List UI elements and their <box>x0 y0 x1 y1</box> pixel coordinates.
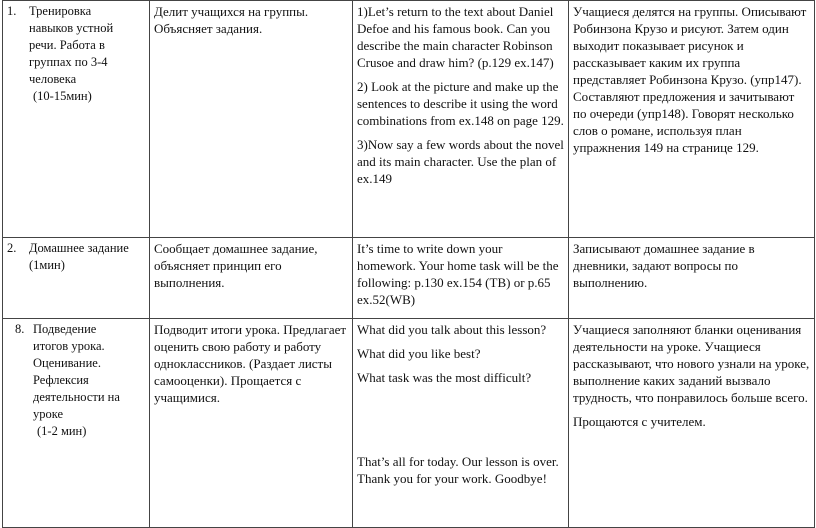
stage-line: (1-2 мин) <box>37 424 87 438</box>
stage-line: Тренировка <box>29 4 92 18</box>
student-activity-cell <box>569 1 815 238</box>
stage-line: Подведение <box>33 322 97 336</box>
english-paragraph: What task was the most difficult? <box>357 370 532 385</box>
teacher-activity-cell: Делит учащихся на группы. Объясняет задания. <box>150 1 353 238</box>
english-speech-cell <box>353 1 569 238</box>
stage-line: группах по 3-4 <box>29 55 108 69</box>
stage-block <box>7 321 145 440</box>
stage-block <box>7 240 145 274</box>
english-speech-cell <box>353 319 569 528</box>
blank-space <box>357 393 564 453</box>
stage-line: Рефлексия <box>33 373 89 387</box>
teacher-activity-cell: Сообщает домашнее задание, объясняет принцип его выполнения. <box>150 238 353 319</box>
student-activity-cell <box>569 238 815 319</box>
english-paragraph: 2) Look at the picture and make up the sentences to describe it using the word combinations from ex.148 on page 129. <box>357 79 564 128</box>
english-paragraph: 1)Let’s return to the text about Daniel Defoe and his famous book. Can you describe the main character Robinson Crusoe and draw him? (p.129 ex.147) <box>357 4 554 70</box>
stage-number: 1. <box>7 4 17 18</box>
english-paragraph: That’s all for today. Our lesson is over. Thank you for your work. Goodbye! <box>357 454 559 486</box>
stage-line: Домашнее задание <box>29 241 129 255</box>
student-paragraph: Записывают домашнее задание в дневники, задают вопросы по выполнению. <box>573 241 755 290</box>
teacher-activity-cell: Подводит итоги урока. Предлагает оценить свою работу и работу одноклассников. (Раздает листы самооценки). Прощается с учащимися. <box>150 319 353 528</box>
stage-line: итогов урока. <box>33 339 105 353</box>
english-paragraph: It’s time to write down your homework. Your home task will be the following: p.130 ex.154 (TB) or p.65 ex.52(WB) <box>357 241 559 307</box>
english-paragraph: What did you like best? <box>357 346 481 361</box>
stage-line: (1мин) <box>29 258 65 272</box>
student-paragraph: Учащиеся делятся на группы. Описывают Робинзона Крузо и рисуют. Затем один выходит показывает рисунок и рассказывает каким их группа представляет Робинзона Крузо. (упр147). Составляют предложения и зачитывают по очереди (упр148). Говорят несколько слов о романе, используя план упражнения 149 на странице 129. <box>573 4 807 155</box>
stage-number: 2. <box>7 241 17 255</box>
stage-line: Оценивание. <box>33 356 101 370</box>
english-paragraph: 3)Now say a few words about the novel and its main character. Use the plan of ex.149 <box>357 137 564 186</box>
stage-line: уроке <box>33 407 64 421</box>
stage-line: речи. Работа в <box>29 38 105 52</box>
stage-line: навыков устной <box>29 21 114 35</box>
table-row <box>3 238 815 319</box>
stage-line: человека <box>29 72 77 86</box>
table-row <box>3 1 815 238</box>
stage-cell <box>3 1 150 238</box>
stage-cell <box>3 319 150 528</box>
stage-block <box>7 3 145 105</box>
lesson-plan-table <box>2 0 815 528</box>
student-paragraph: Прощаются с учителем. <box>573 414 706 429</box>
stage-number: 8. <box>15 322 25 336</box>
english-speech-cell <box>353 238 569 319</box>
stage-cell <box>3 238 150 319</box>
stage-line: деятельности на <box>33 390 120 404</box>
student-paragraph: Учащиеся заполняют бланки оценивания деятельности на уроке. Учащиеся рассказывают, что нового узнали на уроке, выполнение каких заданий вызвало трудность, что понравилось больше всего. <box>573 322 810 405</box>
stage-line: (10-15мин) <box>33 89 92 103</box>
english-paragraph: What did you talk about this lesson? <box>357 322 547 337</box>
student-activity-cell <box>569 319 815 528</box>
table-row <box>3 319 815 528</box>
